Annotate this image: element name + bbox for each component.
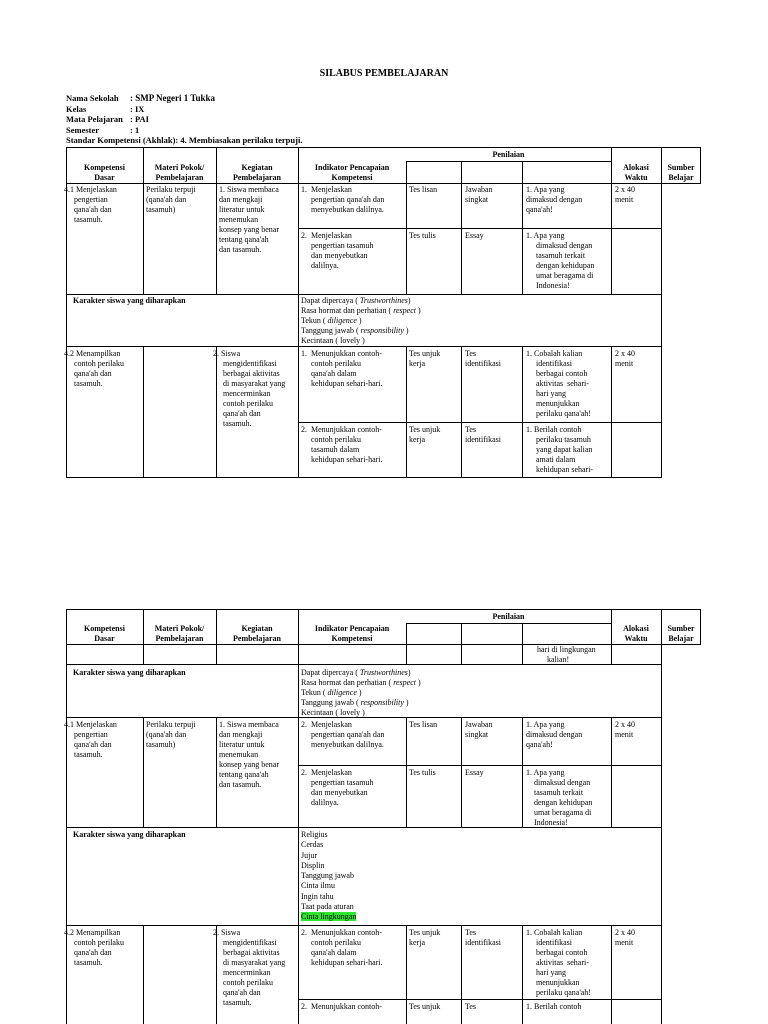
teknik-tes-unjuk-p2: Tes unjuk [409,1002,441,1011]
soal-4-2-b-p2: 1. Berilah contoh [526,1002,582,1011]
soal-continuation: hari di lingkungan kalian! [537,645,596,664]
indikator-4-2-b-p2: 2. Menunjukkan contoh- [301,1002,382,1011]
soal-4-1-b-p2: 1. Apa yang dimaksud dengan tasamuh terkait dengan kehidupan umat beragama di Indonesia! [526,768,593,827]
karakter-item: Dapat dipercaya ( Trustworthines) [301,668,411,677]
karakter-label: Karakter siswa yang diharapkan [73,296,186,305]
waktu-4-2: 2 x 40 menit [615,349,635,368]
indikator-4-1-b: 2. Menjelaskan pengertian tasamuh dan menyebutkan dalilnya. [301,231,374,270]
kd-4-1: 4.1 Menjelaskan pengertian qana'ah dan tasamuh. [64,185,117,224]
kegiatan-4-1-cont: konsep yang benar tentang qana'ah dan tasamuh. [219,225,279,254]
bentuk-jawaban-singkat: Jawaban singkat [465,185,493,204]
karakter-label-3: Karakter siswa yang diharapkan [73,830,186,839]
karakter-item: Tanggung jawab [301,871,354,881]
indikator-4-2-a: 1. Menunjukkan contoh- contoh perilaku qana'ah dalam kehidupan sehari-hari. [301,349,383,388]
kegiatan-4-2: 2. Siswa mengidentifikasi berbagai aktivitas di masyarakat yang mencerminkan contoh perilaku qana'ah dan tasamuh. [213,349,286,428]
karakter-item [301,912,356,922]
karakter-item: Dapat dipercaya ( Trustworthines) [301,296,411,305]
info-value-school: : SMP Negeri 1 Tukka [130,93,216,103]
header-kegiatan-2: Kegiatan Pembelajaran [233,624,281,643]
bentuk-tes-p2: Tes [465,1002,476,1011]
bentuk-jawaban-singkat-p2: Jawaban singkat [465,720,493,739]
bentuk-tes-identifikasi: Tes identifikasi [465,349,501,368]
karakter-item: Religius [301,830,328,839]
karakter-list-1 [301,296,421,346]
kd-4-2-p2: 4.2 Menampilkan contoh perilaku qana'ah dan tasamuh. [64,928,124,967]
bentuk-tes-identifikasi-p2: Tes identifikasi [465,928,501,947]
soal-4-1-b: 1. Apa yang dimaksud dengan tasamuh terkait dengan kehidupan umat beragama di Indonesia! [526,231,595,290]
school-info [66,93,302,146]
kd-4-2: 4.2 Menampilkan contoh perilaku qana'ah dan tasamuh. [64,349,124,388]
karakter-list-3 [301,830,356,923]
karakter-item: Rasa hormat dan perhatian ( respect ) [301,306,421,315]
info-label-class: Kelas [66,103,87,114]
header-alokasi: Alokasi Waktu [623,163,649,182]
info-value-semester: : 1 [130,124,140,135]
soal-4-2-a-p2: 1. Cobalah kalian identifikasi berbagai contoh aktivitas sehari- hari yang menunjukkan perilaku qana'ah! [526,928,591,997]
highlighted-text: Cinta lingkungan [301,912,357,922]
page-title: SILABUS PEMBELAJARAN [319,68,449,79]
karakter-item: Taat pada aturan [301,902,354,912]
soal-4-2-b: 1. Berilah contoh perilaku tasamuh yang dapat kalian amati dalam kehidupan sehari- [526,425,594,474]
soal-4-2-a: 1. Cobalah kalian identifikasi berbagai contoh aktivitas sehari- hari yang menunjukkan perilaku qana'ah! [526,349,591,418]
indikator-4-1-a: 1. Menjelaskan pengertian qana'ah dan menyebutkan dalilnya. [301,185,385,214]
header-penilaian-2: Penilaian [492,612,525,621]
indikator-4-2-b: 2. Menunjukkan contoh- contoh perilaku tasamuh dalam kehidupan sehari-hari. [301,425,383,464]
kd-4-1-p2: 4.1 Menjelaskan pengertian qana'ah dan tasamuh. [64,720,117,759]
karakter-item: Cerdas [301,840,324,850]
karakter-item: Jujur [301,850,317,860]
waktu-4-2-p2: 2 x 40 menit [615,928,635,947]
header-sumber: Sumber Belajar [667,163,695,182]
kegiatan-4-1: 1. Siswa membaca dan mengkaji literatur untuk menemukan [219,185,279,224]
kegiatan-4-1-p2: 1. Siswa membaca dan mengkaji literatur untuk menemukan [219,720,279,759]
info-label-subject: Mata Pelajaran [66,114,123,124]
karakter-item: Kecintaan ( lovely ) [301,336,365,345]
soal-4-1-a: 1. Apa yang dimaksud dengan qana'ah! [526,185,583,214]
info-label-school: Nama Sekolah [66,93,119,103]
teknik-tes-unjuk-kerja: Tes unjuk kerja [409,349,441,368]
materi-4-1-p2: Perilaku terpuji (qana'ah dan tasamuh) [146,720,196,749]
header-sumber-2: Sumber Belajar [667,624,695,643]
materi-4-1: Perilaku terpuji (qana'ah dan tasamuh) [146,185,196,214]
header-kegiatan: Kegiatan Pembelajaran [233,163,281,182]
teknik-tes-tulis-p2: Tes tulis [409,768,436,777]
indikator-4-1-b-p2: 2. Menjelaskan pengertian tasamuh dan menyebutkan dalilnya. [301,768,374,807]
header-kompetensi-dasar-2: Kompetensi Dasar [84,624,125,643]
teknik-tes-lisan: Tes lisan [409,185,438,194]
karakter-item: Tanggung jawab ( responsibility ) [301,326,409,335]
bentuk-essay: Essay [465,231,484,240]
standar-kompetensi: Standar Kompetensi (Akhlak): 4. Membiasakan perilaku terpuji. [66,135,303,145]
header-indikator: Indikator Pencapaian Kompetensi [314,163,390,182]
header-indikator-2: Indikator Pencapaian Kompetensi [314,624,390,643]
karakter-label-2: Karakter siswa yang diharapkan [73,668,186,677]
karakter-item: Displin [301,860,325,870]
karakter-item: Tekun ( diligence ) [301,688,362,697]
karakter-item: Rasa hormat dan perhatian ( respect ) [301,678,421,687]
karakter-list-2 [301,668,421,718]
indikator-4-2-a-p2: 2. Menunjukkan contoh- contoh perilaku qana'ah dalam kehidupan sehari-hari. [301,928,383,967]
info-label-semester: Semester [66,124,100,135]
header-kompetensi-dasar: Kompetensi Dasar [84,163,125,182]
teknik-tes-unjuk-kerja-2: Tes unjuk kerja [409,425,441,444]
teknik-tes-tulis: Tes tulis [409,231,436,240]
karakter-item: Tekun ( diligence ) [301,316,362,325]
teknik-tes-unjuk-kerja-p2: Tes unjuk kerja [409,928,441,947]
header-alokasi-2: Alokasi Waktu [623,624,649,643]
kegiatan-4-1-cont-p2: konsep yang benar tentang qana'ah dan tasamuh. [219,760,279,789]
bentuk-essay-p2: Essay [465,768,484,777]
karakter-item: Cinta ilmu [301,881,335,891]
header-penilaian: Penilaian [492,150,525,159]
header-materi-2: Materi Pokok/ Pembelajaran [154,624,205,643]
kegiatan-4-2-p2: 2. Siswa mengidentifikasi berbagai aktivitas di masyarakat yang mencerminkan contoh perilaku qana'ah dan tasamuh. [213,928,286,1007]
karakter-item: Ingin tahu [301,891,334,901]
soal-4-1-a-p2: 1. Apa yang dimaksud dengan qana'ah! [526,720,583,749]
info-value-class: : IX [130,103,145,114]
indikator-4-1-a-p2: 2. Menjelaskan pengertian qana'ah dan menyebutkan dalilnya. [301,720,385,749]
bentuk-tes-identifikasi-2: Tes identifikasi [465,425,501,444]
info-value-subject: : PAI [130,114,149,124]
waktu-4-1: 2 x 40 menit [615,185,635,204]
header-materi: Materi Pokok/ Pembelajaran [154,163,205,182]
waktu-4-1-p2: 2 x 40 menit [615,720,635,739]
karakter-item: Tanggung jawab ( responsibility ) [301,698,409,707]
karakter-item: Kecintaan ( lovely ) [301,708,365,717]
teknik-tes-lisan-p2: Tes lisan [409,720,438,729]
